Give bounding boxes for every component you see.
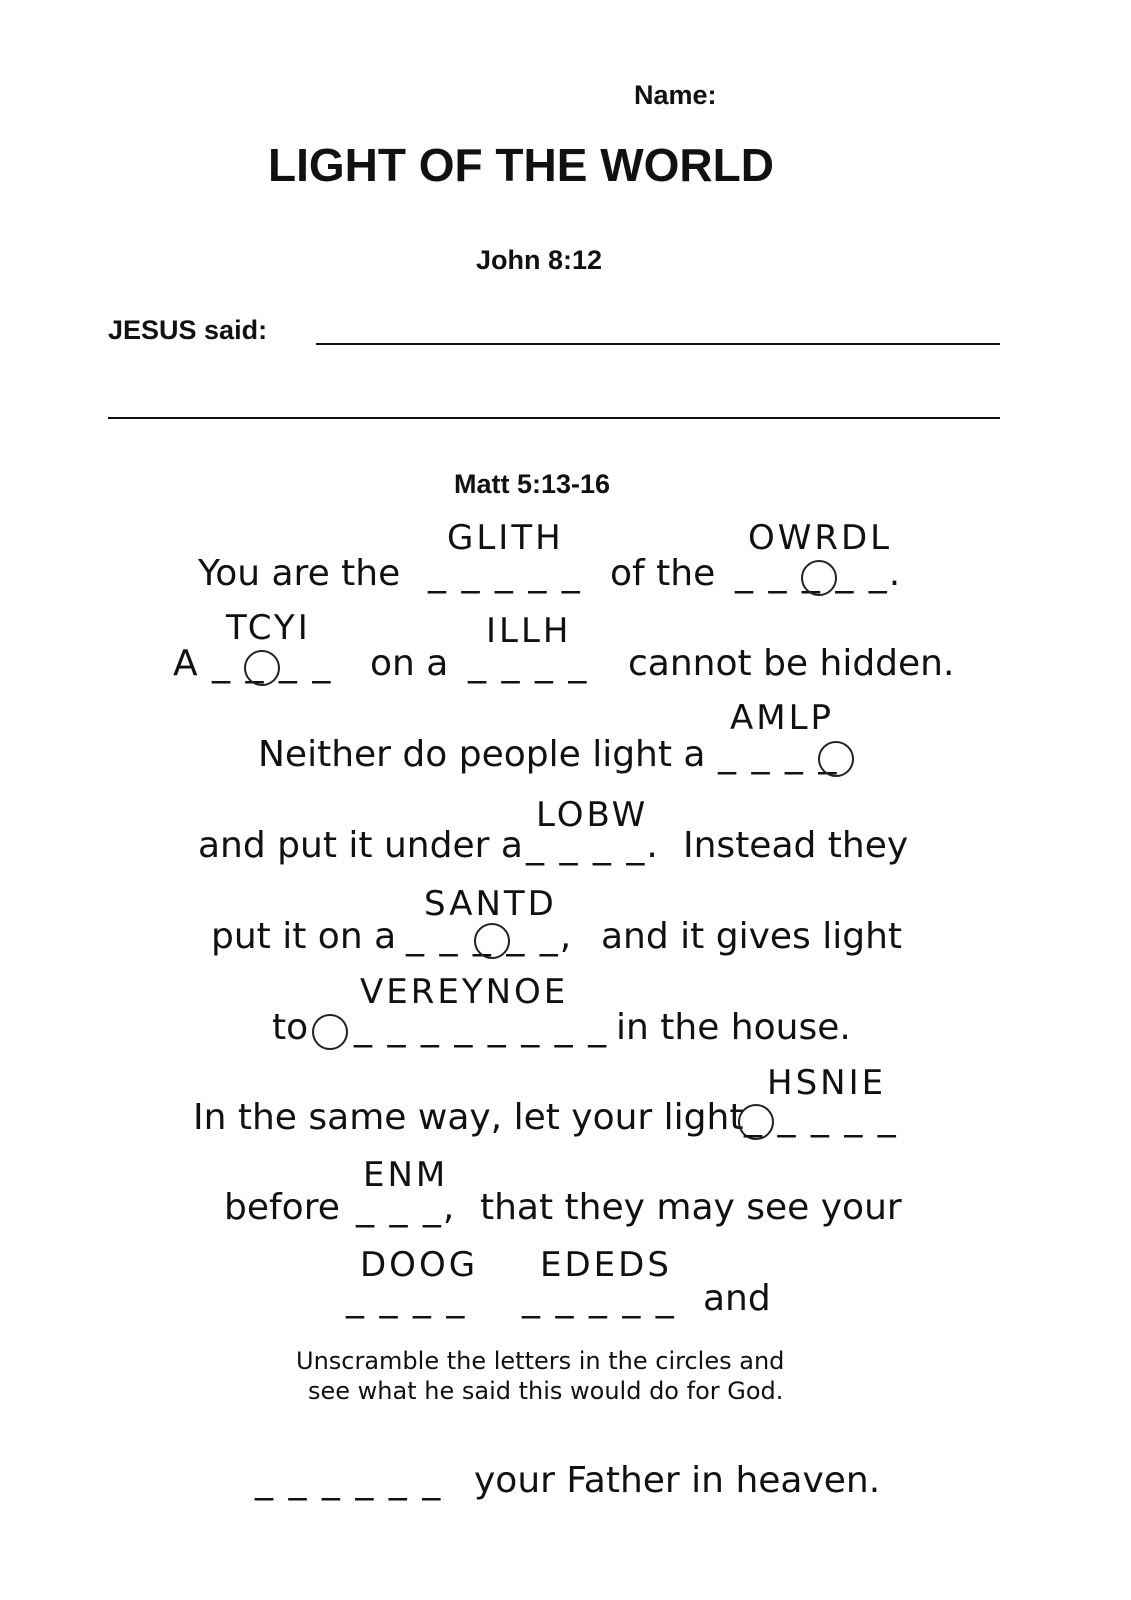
scrambled-word-everyone: VEREYNOE xyxy=(360,972,569,1012)
letter-circle xyxy=(818,741,854,777)
verse-text: Instead they xyxy=(683,825,909,866)
scrambled-word-good: DOOG xyxy=(360,1245,479,1285)
answer-blank-hill[interactable]: _ _ _ _ xyxy=(468,643,589,684)
scrambled-word-world: OWRDL xyxy=(748,518,893,558)
answer-blank-everyone[interactable]: _ _ _ _ _ _ _ _ xyxy=(354,1007,609,1048)
answer-blank-men[interactable]: _ _ _, xyxy=(356,1187,457,1228)
scrambled-word-hill: ILLH xyxy=(486,611,572,651)
verse-text: cannot be hidden. xyxy=(628,643,955,684)
scrambled-word-deeds: EDEDS xyxy=(540,1245,672,1285)
scripture-reference-matthew: Matt 5:13-16 xyxy=(454,469,611,499)
verse-text: Neither do people light a xyxy=(258,734,706,775)
answer-blank-final[interactable]: _ _ _ _ _ _ xyxy=(255,1460,443,1501)
verse-text: of the xyxy=(610,553,716,594)
scrambled-word-light: GLITH xyxy=(447,518,564,558)
letter-circle xyxy=(801,560,837,596)
answer-blank-shine[interactable]: _ _ _ _ _ xyxy=(744,1097,898,1138)
letter-circle xyxy=(474,923,510,959)
verse-text: and it gives light xyxy=(601,916,903,957)
answer-blank-deeds[interactable]: _ _ _ _ _ xyxy=(522,1278,676,1319)
answer-blank-lamp[interactable]: _ _ _ _ xyxy=(718,734,839,775)
scripture-reference-john: John 8:12 xyxy=(476,245,603,275)
jesus-said-label: JESUS said: xyxy=(108,315,268,345)
answer-blank-bowl[interactable]: _ _ _ _. xyxy=(526,825,660,866)
scrambled-word-men: ENM xyxy=(363,1155,449,1195)
answer-line-2[interactable] xyxy=(108,417,1000,419)
verse-text: before xyxy=(224,1187,340,1228)
answer-blank-light[interactable]: _ _ _ _ _ xyxy=(428,553,582,594)
scrambled-word-stand: SANTD xyxy=(424,884,557,924)
verse-text: A xyxy=(173,643,198,684)
letter-circle xyxy=(244,650,280,686)
verse-text: In the same way, let your light xyxy=(193,1097,744,1138)
answer-blank-stand[interactable]: _ _ _ _ _, xyxy=(406,916,574,957)
scrambled-word-shine: HSNIE xyxy=(767,1063,887,1103)
name-label: Name: xyxy=(634,80,717,110)
answer-line-1[interactable] xyxy=(316,343,1000,345)
letter-circle xyxy=(312,1014,348,1050)
final-text: your Father in heaven. xyxy=(474,1460,881,1501)
verse-text: on a xyxy=(370,643,449,684)
answer-blank-world[interactable]: _ _ _ _ _. xyxy=(735,553,903,594)
scrambled-word-lamp: AMLP xyxy=(730,698,835,738)
verse-text: in the house. xyxy=(616,1007,851,1048)
answer-blank-city[interactable]: _ _ _ _ xyxy=(212,643,333,684)
instructions-line-1: Unscramble the letters in the circles and xyxy=(296,1347,785,1375)
instructions-line-2: see what he said this would do for God. xyxy=(308,1377,784,1405)
verse-text: You are the xyxy=(198,553,401,594)
scrambled-word-bowl: LOBW xyxy=(536,795,649,835)
verse-text: and xyxy=(703,1278,771,1319)
page-title: LIGHT OF THE WORLD xyxy=(268,139,774,191)
answer-blank-good[interactable]: _ _ _ _ xyxy=(346,1278,467,1319)
verse-text: and put it under a xyxy=(198,825,523,866)
scrambled-word-city: TCYI xyxy=(226,608,311,648)
verse-text: that they may see your xyxy=(480,1187,902,1228)
verse-text: put it on a xyxy=(211,916,397,957)
verse-text: to xyxy=(272,1007,309,1048)
